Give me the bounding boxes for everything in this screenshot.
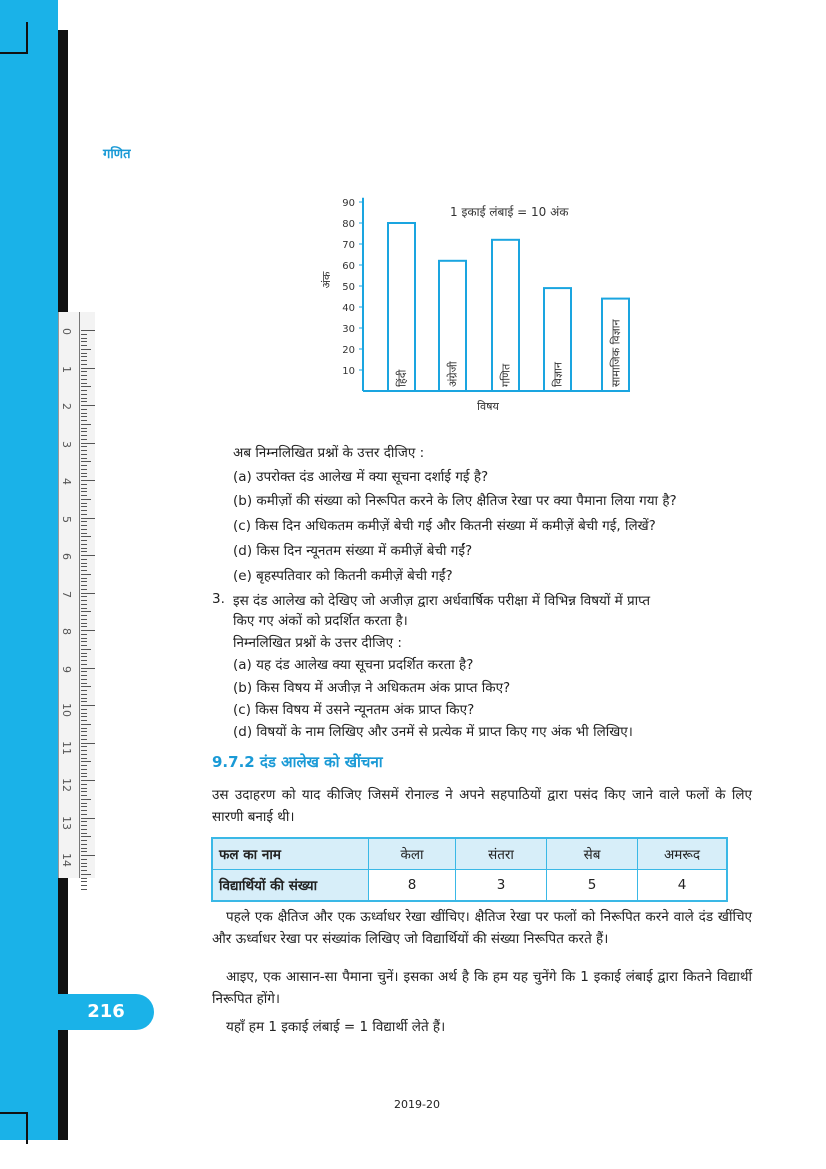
question-c: (c) किस दिन अधिकतम कमीज़ें बेची गई और कितनी संख्या में कमीज़ें बेची गई, लिखें?: [233, 518, 656, 534]
ruler-tick: [81, 829, 87, 830]
ruler-tick: [81, 765, 87, 766]
ruler-tick: [81, 390, 87, 391]
ruler-tick: [81, 773, 87, 774]
ruler-tick: [81, 593, 95, 594]
ruler-tick: [81, 761, 91, 762]
ruler-tick: [81, 566, 87, 567]
ruler-tick: [81, 420, 87, 421]
ruler-tick: [81, 705, 95, 706]
ruler-number: 1: [60, 365, 73, 373]
ruler-tick: [81, 750, 87, 751]
question-3-d: (d) विषयों के नाम लिखिए और उनमें से प्रत्येक में प्राप्त किए गए अंक भी लिखिए।: [233, 724, 633, 740]
ruler-tick: [81, 608, 87, 609]
y-tick-label: 30: [342, 324, 355, 335]
ruler-tick: [81, 491, 87, 492]
ruler-tick: [81, 690, 87, 691]
y-tick-label: 60: [342, 261, 355, 272]
ruler-tick: [81, 701, 87, 702]
ruler-tick: [81, 795, 87, 796]
ruler-tick: [81, 536, 91, 537]
question-3-number: 3.: [212, 591, 225, 607]
ruler-tick: [81, 338, 87, 339]
ruler-tick: [81, 821, 87, 822]
ruler-number: 3: [60, 440, 73, 448]
paragraph-unit: यहाँ हम 1 इकाई लंबाई = 1 विद्यार्थी लेते हैं।: [226, 1019, 446, 1035]
ruler-tick: [81, 848, 87, 849]
question-a: (a) उपरोक्त दंड आलेख में क्या सूचना दर्शाई गई है?: [233, 469, 489, 485]
bar-category-label: विज्ञान: [551, 362, 565, 387]
ruler-tick: [81, 435, 87, 436]
table-header-fruit-name: फल का नाम: [212, 838, 369, 870]
ruler-number: 0: [60, 328, 73, 335]
ruler-number: 5: [60, 515, 73, 523]
question-b: (b) कमीज़ों की संख्या को निरूपित करने के लिए क्षैतिज रेखा पर क्या पैमाना लिया गया है?: [233, 493, 677, 509]
crop-mark-bottom: [0, 1112, 28, 1144]
ruler-tick: [81, 551, 87, 552]
ruler-tick: [81, 386, 91, 387]
ruler-tick: [81, 458, 87, 459]
chart-scale-note: 1 इकाई लंबाई = 10 अंक: [450, 205, 569, 219]
ruler-tick: [81, 851, 87, 852]
ruler-tick: [81, 656, 87, 657]
ruler-tick: [81, 495, 87, 496]
y-tick-label: 50: [342, 282, 355, 293]
y-tick-label: 40: [342, 303, 355, 314]
y-tick-label: 80: [342, 219, 355, 230]
ruler-tick: [81, 844, 87, 845]
ruler-tick: [81, 454, 87, 455]
ruler-tick: [81, 870, 87, 871]
ruler-tick: [81, 563, 87, 564]
ruler-tick: [81, 799, 91, 800]
ruler-tick: [81, 581, 87, 582]
ruler-tick: [81, 416, 87, 417]
ruler-tick: [81, 469, 87, 470]
ruler-tick: [81, 521, 87, 522]
ruler-tick: [81, 371, 87, 372]
ruler-tick: [81, 675, 87, 676]
ruler-tick: [81, 713, 87, 714]
ruler-tick: [81, 349, 91, 350]
ruler-tick: [81, 818, 95, 819]
y-tick-label: 70: [342, 240, 355, 251]
bar-category-label: गणित: [499, 363, 513, 387]
ruler-tick: [81, 341, 87, 342]
question-e: (e) बृहस्पतिवार को कितनी कमीज़ें बेची गईं?: [233, 568, 453, 584]
ruler-number: 7: [60, 590, 73, 598]
ruler-tick: [81, 769, 87, 770]
ruler-tick: [81, 439, 87, 440]
ruler-tick: [81, 634, 87, 635]
ruler-tick: [81, 735, 87, 736]
ruler-tick: [81, 788, 87, 789]
ruler-tick: [81, 881, 87, 882]
ruler-tick: [81, 638, 87, 639]
ruler-tick: [81, 803, 87, 804]
table-row: [212, 870, 727, 902]
ruler-tick: [81, 739, 87, 740]
ruler-tick: [81, 514, 87, 515]
ruler-tick: [81, 866, 87, 867]
question-3-intro: निम्नलिखित प्रश्नों के उत्तर दीजिए :: [233, 635, 402, 651]
ruler-tick: [81, 596, 87, 597]
ruler-tick: [81, 461, 91, 462]
question-3-c: (c) किस विषय में उसने न्यूनतम अंक प्राप्त किए?: [233, 702, 475, 718]
fruit-table: [211, 837, 728, 902]
ruler-tick: [81, 589, 87, 590]
ruler-tick: [81, 746, 87, 747]
ruler-tick: [81, 833, 87, 834]
ruler-tick: [81, 604, 87, 605]
ruler-number: 4: [60, 478, 73, 485]
x-axis-label: विषय: [477, 400, 499, 413]
ruler-tick: [81, 413, 87, 414]
ruler-tick: [81, 885, 87, 886]
ruler-tick: [81, 364, 87, 365]
ruler-number: 6: [60, 553, 73, 560]
ruler-tick: [81, 720, 87, 721]
margin-blue-strip: [0, 0, 58, 1140]
ruler-tick: [81, 405, 95, 406]
ruler-tick: [81, 443, 95, 444]
ruler-number: 11: [60, 740, 73, 755]
ruler-tick: [81, 578, 87, 579]
ruler-number: 9: [60, 665, 73, 673]
ruler-tick: [81, 611, 91, 612]
y-tick-label: 90: [342, 198, 355, 209]
ruler-tick: [81, 375, 87, 376]
ruler-tick: [81, 424, 91, 425]
ruler-tick: [81, 874, 91, 875]
ruler-tick: [81, 525, 87, 526]
ruler-tick: [81, 345, 87, 346]
question-3-line2: किए गए अंकों को प्रदर्शित करता है।: [233, 613, 408, 629]
table-row: [212, 838, 727, 870]
ruler-tick: [81, 776, 87, 777]
ruler-tick: [81, 383, 87, 384]
question-3-line1: इस दंड आलेख को देखिए जो अजीज़ द्वारा अर्धवार्षिक परीक्षा में विभिन्न विषयों में प्राप्त: [233, 593, 651, 609]
ruler-tick: [81, 615, 87, 616]
ruler-tick: [81, 806, 87, 807]
ruler-tick: [81, 731, 87, 732]
ruler-tick: [81, 356, 87, 357]
ruler-tick: [81, 780, 95, 781]
bar-category-label: हिंदी: [395, 369, 409, 387]
ruler-tick: [81, 484, 87, 485]
chapter-title: गणित: [103, 147, 131, 162]
paragraph-draw-lines: पहले एक क्षैतिज और एक ऊर्ध्वाधर रेखा खींचिए। क्षैतिज रेखा पर फलों को निरूपित करने वाले दंड खींचिए और ऊर्ध्वाधर रेखा पर संख्यांक लिखिए जो विद्यार्थियों की संख्या निरूपित करते हैं।: [212, 909, 752, 947]
ruler-number: 10: [60, 703, 73, 717]
ruler-tick: [81, 398, 87, 399]
ruler-tick: [81, 619, 87, 620]
ruler-tick: [81, 330, 95, 331]
ruler-tick: [81, 431, 87, 432]
table-cell-count: 8: [369, 870, 456, 902]
table-cell-count: 5: [547, 870, 638, 902]
table-cell-fruit: सेब: [547, 838, 638, 870]
ruler-tick: [81, 334, 87, 335]
ruler-number: 13: [60, 815, 73, 830]
ruler-tick: [81, 679, 87, 680]
table-cell-count: 4: [638, 870, 728, 902]
ruler-tick: [81, 889, 87, 890]
table-cell-count: 3: [456, 870, 547, 902]
ruler-tick: [81, 401, 87, 402]
ruler: [58, 312, 95, 878]
ruler-tick: [81, 559, 87, 560]
ruler-tick: [81, 653, 87, 654]
ruler-tick: [81, 488, 87, 489]
ruler-tick: [81, 623, 87, 624]
ruler-tick: [81, 878, 87, 879]
ruler-tick: [81, 724, 91, 725]
ruler-tick: [81, 510, 87, 511]
ruler-tick: [81, 533, 87, 534]
ruler-tick: [81, 353, 87, 354]
ruler-tick: [81, 709, 87, 710]
ruler-tick: [81, 859, 87, 860]
ruler-tick: [81, 784, 87, 785]
ruler-tick: [81, 694, 87, 695]
section-heading: 9.7.2 दंड आलेख को खींचना: [212, 753, 383, 771]
question-3-a: (a) यह दंड आलेख क्या सूचना प्रदर्शित करता है?: [233, 657, 474, 673]
ruler-number: 14: [60, 853, 73, 867]
ruler-tick: [81, 540, 87, 541]
ruler-tick: [81, 791, 87, 792]
ruler-number: 2: [60, 403, 73, 410]
ruler-tick: [81, 409, 87, 410]
ruler-tick: [81, 465, 87, 466]
ruler-tick: [81, 548, 87, 549]
ruler-tick: [81, 394, 87, 395]
ruler-tick: [81, 825, 87, 826]
table-cell-fruit: अमरूद: [638, 838, 728, 870]
table-header-student-count: विद्यार्थियों की संख्या: [212, 870, 369, 902]
table-cell-fruit: केला: [369, 838, 456, 870]
ruler-tick: [81, 574, 91, 575]
ruler-tick: [81, 698, 87, 699]
ruler-tick: [81, 728, 87, 729]
ruler-tick: [81, 630, 95, 631]
ruler-tick: [81, 499, 91, 500]
ruler-tick: [81, 686, 91, 687]
ruler-tick: [81, 450, 87, 451]
ruler-tick: [81, 506, 87, 507]
ruler-tick: [81, 555, 95, 556]
ruler-tick: [81, 503, 87, 504]
ruler-tick: [81, 379, 87, 380]
ruler-tick: [81, 855, 95, 856]
marks-bar-chart: [300, 190, 660, 420]
ruler-tick: [81, 649, 91, 650]
bar: [388, 223, 415, 391]
question-3-b: (b) किस विषय में अजीज़ ने अधिकतम अंक प्राप्त किए?: [233, 680, 511, 696]
bar-category-label: सामाजिक विज्ञान: [609, 319, 623, 387]
ruler-tick: [81, 743, 95, 744]
ruler-tick: [81, 664, 87, 665]
ruler-tick: [81, 544, 87, 545]
ruler-tick: [81, 476, 87, 477]
ruler-tick: [81, 368, 95, 369]
ruler-tick: [81, 428, 87, 429]
ruler-tick: [81, 570, 87, 571]
ruler-tick: [81, 754, 87, 755]
footer-year: 2019-20: [394, 1098, 440, 1111]
y-tick-label: 20: [342, 345, 355, 356]
ruler-tick: [81, 668, 95, 669]
page-number: 216: [58, 994, 154, 1030]
table-cell-fruit: संतरा: [456, 838, 547, 870]
ruler-tick: [81, 716, 87, 717]
ruler-tick: [81, 758, 87, 759]
ruler-tick: [81, 840, 87, 841]
ruler-tick: [81, 446, 87, 447]
ruler-tick: [81, 645, 87, 646]
ruler-tick: [81, 360, 87, 361]
ruler-tick: [81, 641, 87, 642]
ruler-tick: [81, 529, 87, 530]
ruler-tick: [81, 810, 87, 811]
ruler-tick: [81, 473, 87, 474]
crop-mark-top: [0, 22, 28, 54]
ruler-tick: [81, 683, 87, 684]
question-d: (d) किस दिन न्यूनतम संख्या में कमीज़ें बेची गईं?: [233, 543, 473, 559]
ruler-tick: [81, 671, 87, 672]
ruler-number: 12: [60, 778, 73, 792]
ruler-tick: [81, 480, 95, 481]
paragraph-intro: उस उदाहरण को याद कीजिए जिसमें रोनाल्ड ने अपने सहपाठियों द्वारा पसंद किए जाने वाले फलों के लिए सारणी बनाई थी।: [212, 787, 752, 825]
paragraph-scale: आइए, एक आसान-सा पैमाना चुनें। इसका अर्थ है कि हम यह चुनेंगे कि 1 इकाई लंबाई द्वारा कितने विद्यार्थी निरूपित होंगे।: [212, 969, 752, 1007]
ruler-tick: [81, 863, 87, 864]
ruler-tick: [81, 600, 87, 601]
bar-category-label: अंग्रेजी: [446, 361, 460, 387]
ruler-tick: [81, 814, 87, 815]
ruler-number: 8: [60, 628, 73, 635]
ruler-tick: [81, 626, 87, 627]
questions-intro: अब निम्नलिखित प्रश्नों के उत्तर दीजिए :: [233, 445, 425, 461]
ruler-tick: [81, 585, 87, 586]
ruler-tick: [81, 660, 87, 661]
y-axis-label: अंक: [320, 271, 333, 289]
y-tick-label: 10: [342, 366, 355, 377]
ruler-tick: [81, 518, 95, 519]
ruler-tick: [81, 836, 91, 837]
